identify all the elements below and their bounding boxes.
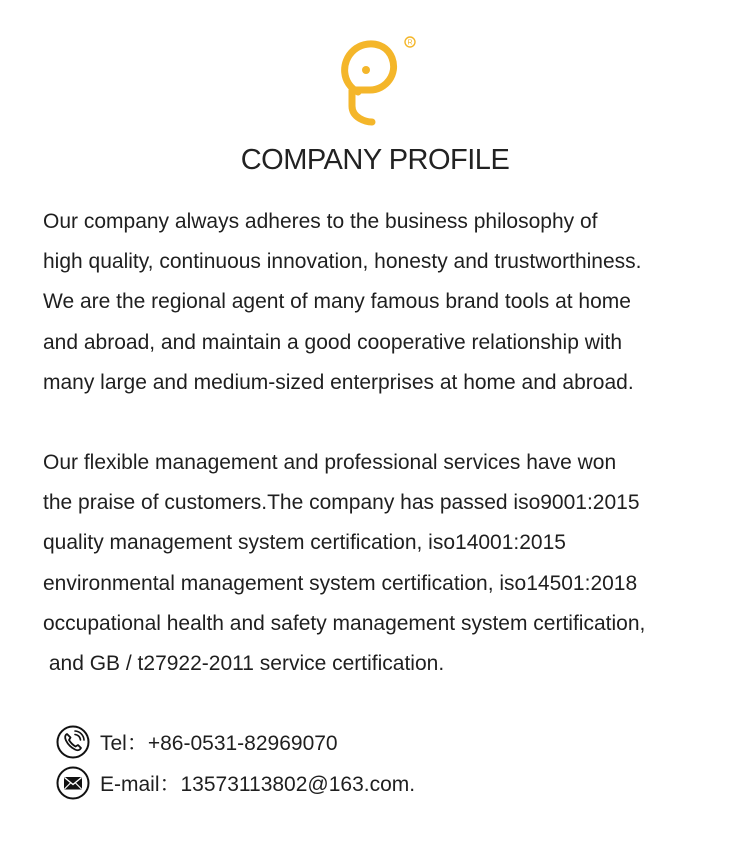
company-logo: [332, 34, 416, 128]
paragraph-line: the praise of customers.The company has passed iso9001:2015: [43, 491, 640, 515]
svg-text:R: R: [407, 39, 413, 47]
contact-tel: [56, 725, 338, 759]
envelope-icon: [56, 766, 90, 800]
paragraph-line: quality management system certification, iso14001:2015: [43, 531, 566, 555]
email-text: E-mail：13573113802@163.com.: [100, 773, 416, 796]
paragraph-line: and GB / t27922-2011 service certification.: [43, 652, 445, 676]
paragraph-line: environmental management system certification, iso14501:2018: [43, 571, 638, 595]
contact-email: [56, 766, 415, 800]
tel-text: Tel：+86-0531-82969070: [100, 732, 338, 755]
paragraph-line: Our flexible management and professional services have won: [43, 451, 617, 474]
certification-paragraph: [43, 443, 733, 684]
paragraph-line: We are the regional agent of many famous brand tools at home: [43, 290, 631, 314]
paragraph-line: high quality, continuous innovation, honesty and trustworthiness.: [43, 250, 642, 274]
phone-icon: [56, 725, 90, 759]
paragraph-line: Our company always adheres to the business philosophy of: [43, 210, 598, 233]
paragraph-line: many large and medium-sized enterprises at home and abroad.: [43, 370, 634, 394]
page-title: COMPANY PROFILE: [240, 144, 510, 176]
paragraph-line: and abroad, and maintain a good cooperative relationship with: [43, 330, 623, 354]
paragraph-line: occupational health and safety management system certification,: [43, 611, 646, 635]
intro-paragraph: [43, 202, 733, 403]
